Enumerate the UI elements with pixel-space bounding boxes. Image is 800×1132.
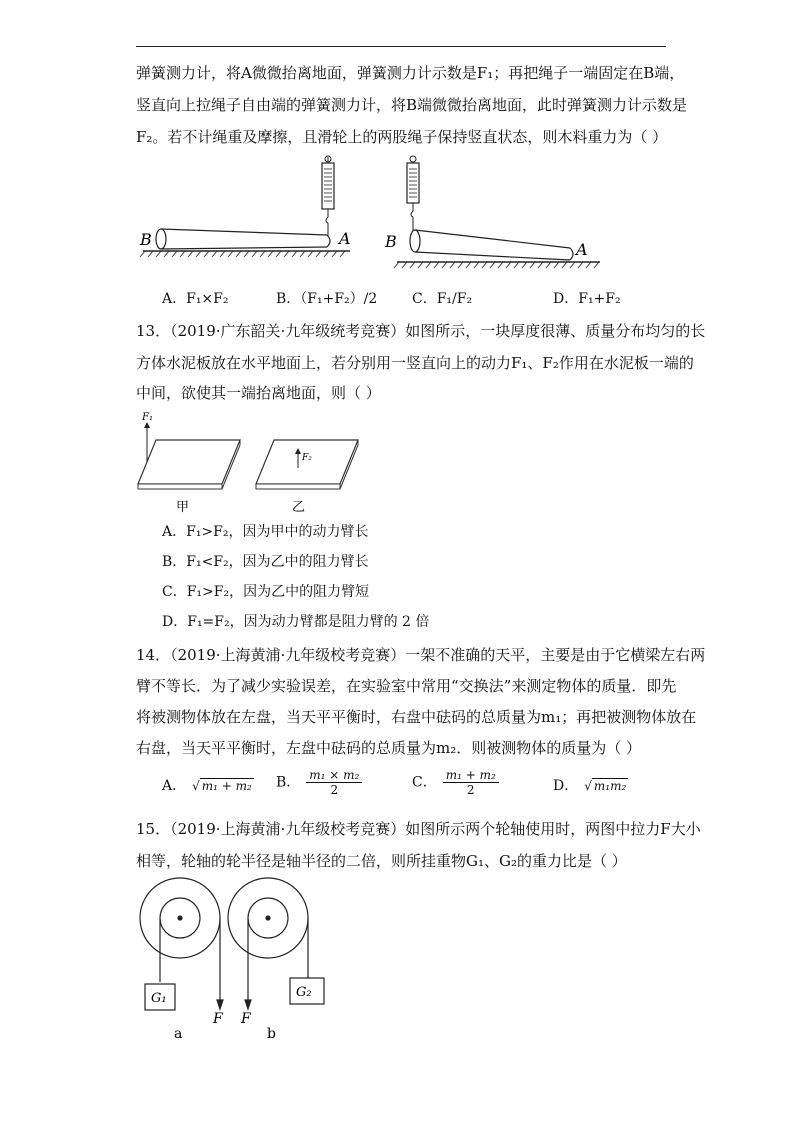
q14-option-a: [162, 776, 254, 796]
q12-option-a: A．F₁×F₂: [162, 291, 229, 307]
q14-option-a-expr: m₁ + m₂: [201, 779, 252, 793]
q14-line-2: 臂不等长．为了减少实验误差，在实验室中常用“交换法”来测定物体的质量．即先: [136, 677, 677, 695]
q14-option-d: [553, 776, 628, 796]
q12-option-d: D．F₁+F₂: [553, 291, 621, 307]
q12-label-a-right: A: [576, 240, 588, 259]
q13-label-f2: F₂: [302, 453, 312, 463]
q14-option-c: [412, 768, 499, 797]
q15-label-g2: G₂: [296, 985, 312, 1000]
q12-option-b: B．（F₁+F₂）/2: [276, 291, 378, 307]
q15-line-1: 15．（2019·上海黄浦·九年级校考竞赛）如图所示两个轮轴使用时，两图中拉力F大小: [136, 820, 701, 838]
q14-option-a-sqrt: √ m₁ + m₂: [192, 779, 252, 793]
q12-figure-right: [384, 156, 600, 268]
header-rule: [136, 46, 666, 47]
q12-line-2: 竖直向上拉绳子自由端的弹簧测力计，将B端微微抬离地面，此时弹簧测力计示数是: [136, 96, 688, 114]
q14-option-b-denominator: 2: [330, 783, 339, 797]
q15-label-b: b: [267, 1026, 276, 1042]
q13-figure: [134, 408, 394, 518]
q14-option-b: [276, 768, 362, 797]
q12-label-b-left: B: [140, 230, 152, 249]
q13-figure-yi: [256, 440, 358, 515]
q14-option-c-label: C．: [412, 774, 437, 791]
q12-line-3: F₂。若不计绳重及摩擦，且滑轮上的两股绳子保持竖直状态，则木料重力为（ ）: [136, 128, 668, 146]
q14-option-b-fraction: [306, 768, 362, 797]
q13-label-jia: 甲: [176, 500, 190, 515]
q13-label-yi: 乙: [292, 500, 306, 515]
q12-label-a-left: A: [339, 229, 351, 248]
q14-option-d-expr: m₁m₂: [593, 779, 627, 793]
q13-label-f1: F₁: [142, 412, 153, 423]
q12-figure-left: [139, 156, 351, 257]
q15-label-f-a: F: [213, 1011, 223, 1027]
q14-option-d-label: D．: [553, 778, 579, 794]
q12-option-c: C．F₁/F₂: [412, 291, 473, 307]
q13-line-3: 中间，欲使其一端抬离地面，则（ ）: [136, 384, 381, 402]
q15-label-g1: G₁: [151, 991, 167, 1006]
q15-label-a: a: [174, 1026, 183, 1042]
q12-figure: [135, 155, 615, 270]
q12-label-b-right: B: [385, 232, 397, 251]
q14-option-c-numerator: m₁ + m₂: [443, 768, 499, 783]
q14-option-d-sqrt: √ m₁m₂: [584, 779, 627, 793]
q14-line-1: 14．（2019·上海黄浦·九年级校考竞赛）一架不准确的天平，主要是由于它横梁左右两: [136, 646, 706, 664]
q13-figure-jia: [138, 412, 240, 515]
q14-option-b-label: B．: [276, 774, 301, 791]
q14-line-3: 将被测物体放在左盘，当天平平衡时，右盘中砝码的总质量为m₁；再把被测物体放在: [136, 708, 697, 726]
q13-option-b: B．F₁<F₂，因为乙中的阻力臂长: [162, 554, 369, 570]
q14-option-c-denominator: 2: [466, 783, 475, 797]
q12-line-1: 弹簧测力计，将A微微抬离地面，弹簧测力计示数是F₁；再把绳子一端固定在B端，: [136, 64, 685, 82]
q13-option-c: C．F₁>F₂，因为乙中的阻力臂短: [162, 584, 370, 600]
q13-option-d: D．F₁=F₂，因为动力臂都是阻力臂的 2 倍: [162, 614, 430, 630]
q14-line-4: 右盘，当天平平衡时，左盘中砝码的总质量为m₂．则被测物体的质量为（ ）: [136, 739, 642, 757]
q15-figure: [134, 872, 334, 1047]
q13-option-a: A．F₁>F₂，因为甲中的动力臂长: [162, 524, 369, 540]
q14-option-a-label: A．: [162, 778, 187, 794]
q14-option-b-numerator: m₁ × m₂: [306, 768, 362, 783]
q13-line-2: 方体水泥板放在水平地面上，若分别用一竖直向上的动力F₁、F₂作用在水泥板一端的: [136, 354, 694, 372]
q15-line-2: 相等，轮轴的轮半径是轴半径的二倍，则所挂重物G₁、G₂的重力比是（ ）: [136, 852, 627, 870]
q15-label-f-b: F: [241, 1011, 251, 1027]
q13-line-1: 13．（2019·广东韶关·九年级统考竞赛）如图所示，一块厚度很薄、质量分布均匀的长: [136, 322, 706, 340]
q14-option-c-fraction: [443, 768, 499, 797]
